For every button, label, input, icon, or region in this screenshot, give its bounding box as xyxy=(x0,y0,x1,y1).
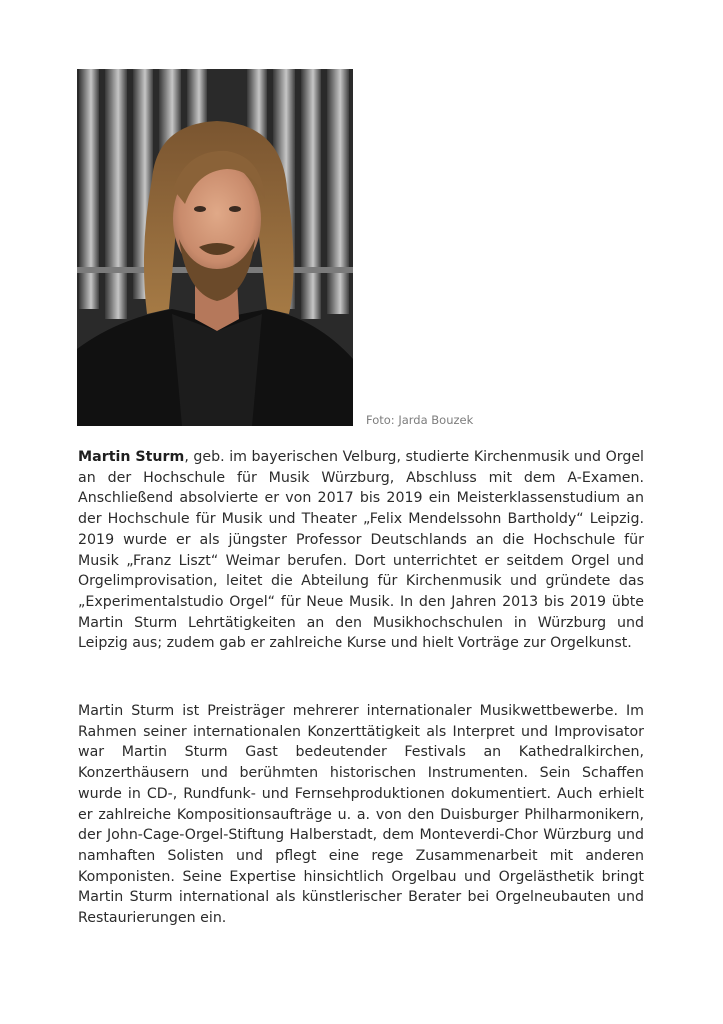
portrait-photo xyxy=(77,69,353,426)
bio-name: Martin Sturm xyxy=(78,449,185,465)
bio-paragraph-2: Martin Sturm ist Preisträger mehrerer internationaler Musikwettbewerbe. Im Rahmen seiner internationalen Konzerttätigkeit als Interpret und Improvisator war Martin Sturm Gast bedeutender Festivals an Kathedralkirchen, Konzerthäusern und berühmten historischen Instrumenten. Sein Schaffen wurde in CD-, Rundfunk- und Fernsehproduktionen dokumentiert. Auch erhielt er zahlreiche Kompositionsaufträge u. a. von den Duisburger Philharmonikern, der John-Cage-Orgel-Stiftung Halberstadt, dem Monteverdi-Chor Würzburg und namhaften Solisten und pflegt eine rege Zusammenarbeit mit anderen Komponisten. Seine Expertise hinsichtlich Orgelbau und Orgelästhetik bringt Martin Sturm international als künstlerischer Berater bei Orgelneubauten und Restaurierungen ein. xyxy=(78,703,644,927)
bio-paragraph-1 xyxy=(78,447,644,654)
photo-credit: Foto: Jarda Bouzek xyxy=(366,413,474,427)
bio-paragraph-1-text: , geb. im bayerischen Velburg, studierte Kirchenmusik und Orgel an der Hochschule für Musik Würzburg, Abschluss mit dem A-Examen. Anschließend absolvierte er von 2017 bis 2019 ein Meisterklassenstudium an der Hochschule für Musik und Theater „Felix Mendelssohn Bartholdy“ Leipzig. 2019 wurde er als jüngster Professor Deutschlands an die Hochschule für Musik „Franz Liszt“ Weimar berufen. Dort unterrichtet er seitdem Orgel und Orgelimprovisation, leitet die Abteilung für Kirchenmusik und gründete das „Experimentalstudio Orgel“ für Neue Musik. In den Jahren 2013 bis 2019 übte Martin Sturm Lehrtätigkeiten an den Musikhochschulen in Würzburg und Leipzig aus; zudem gab er zahlreiche Kurse und hielt Vorträge zur Orgelkunst. xyxy=(78,449,644,652)
portrait-image xyxy=(77,69,353,426)
